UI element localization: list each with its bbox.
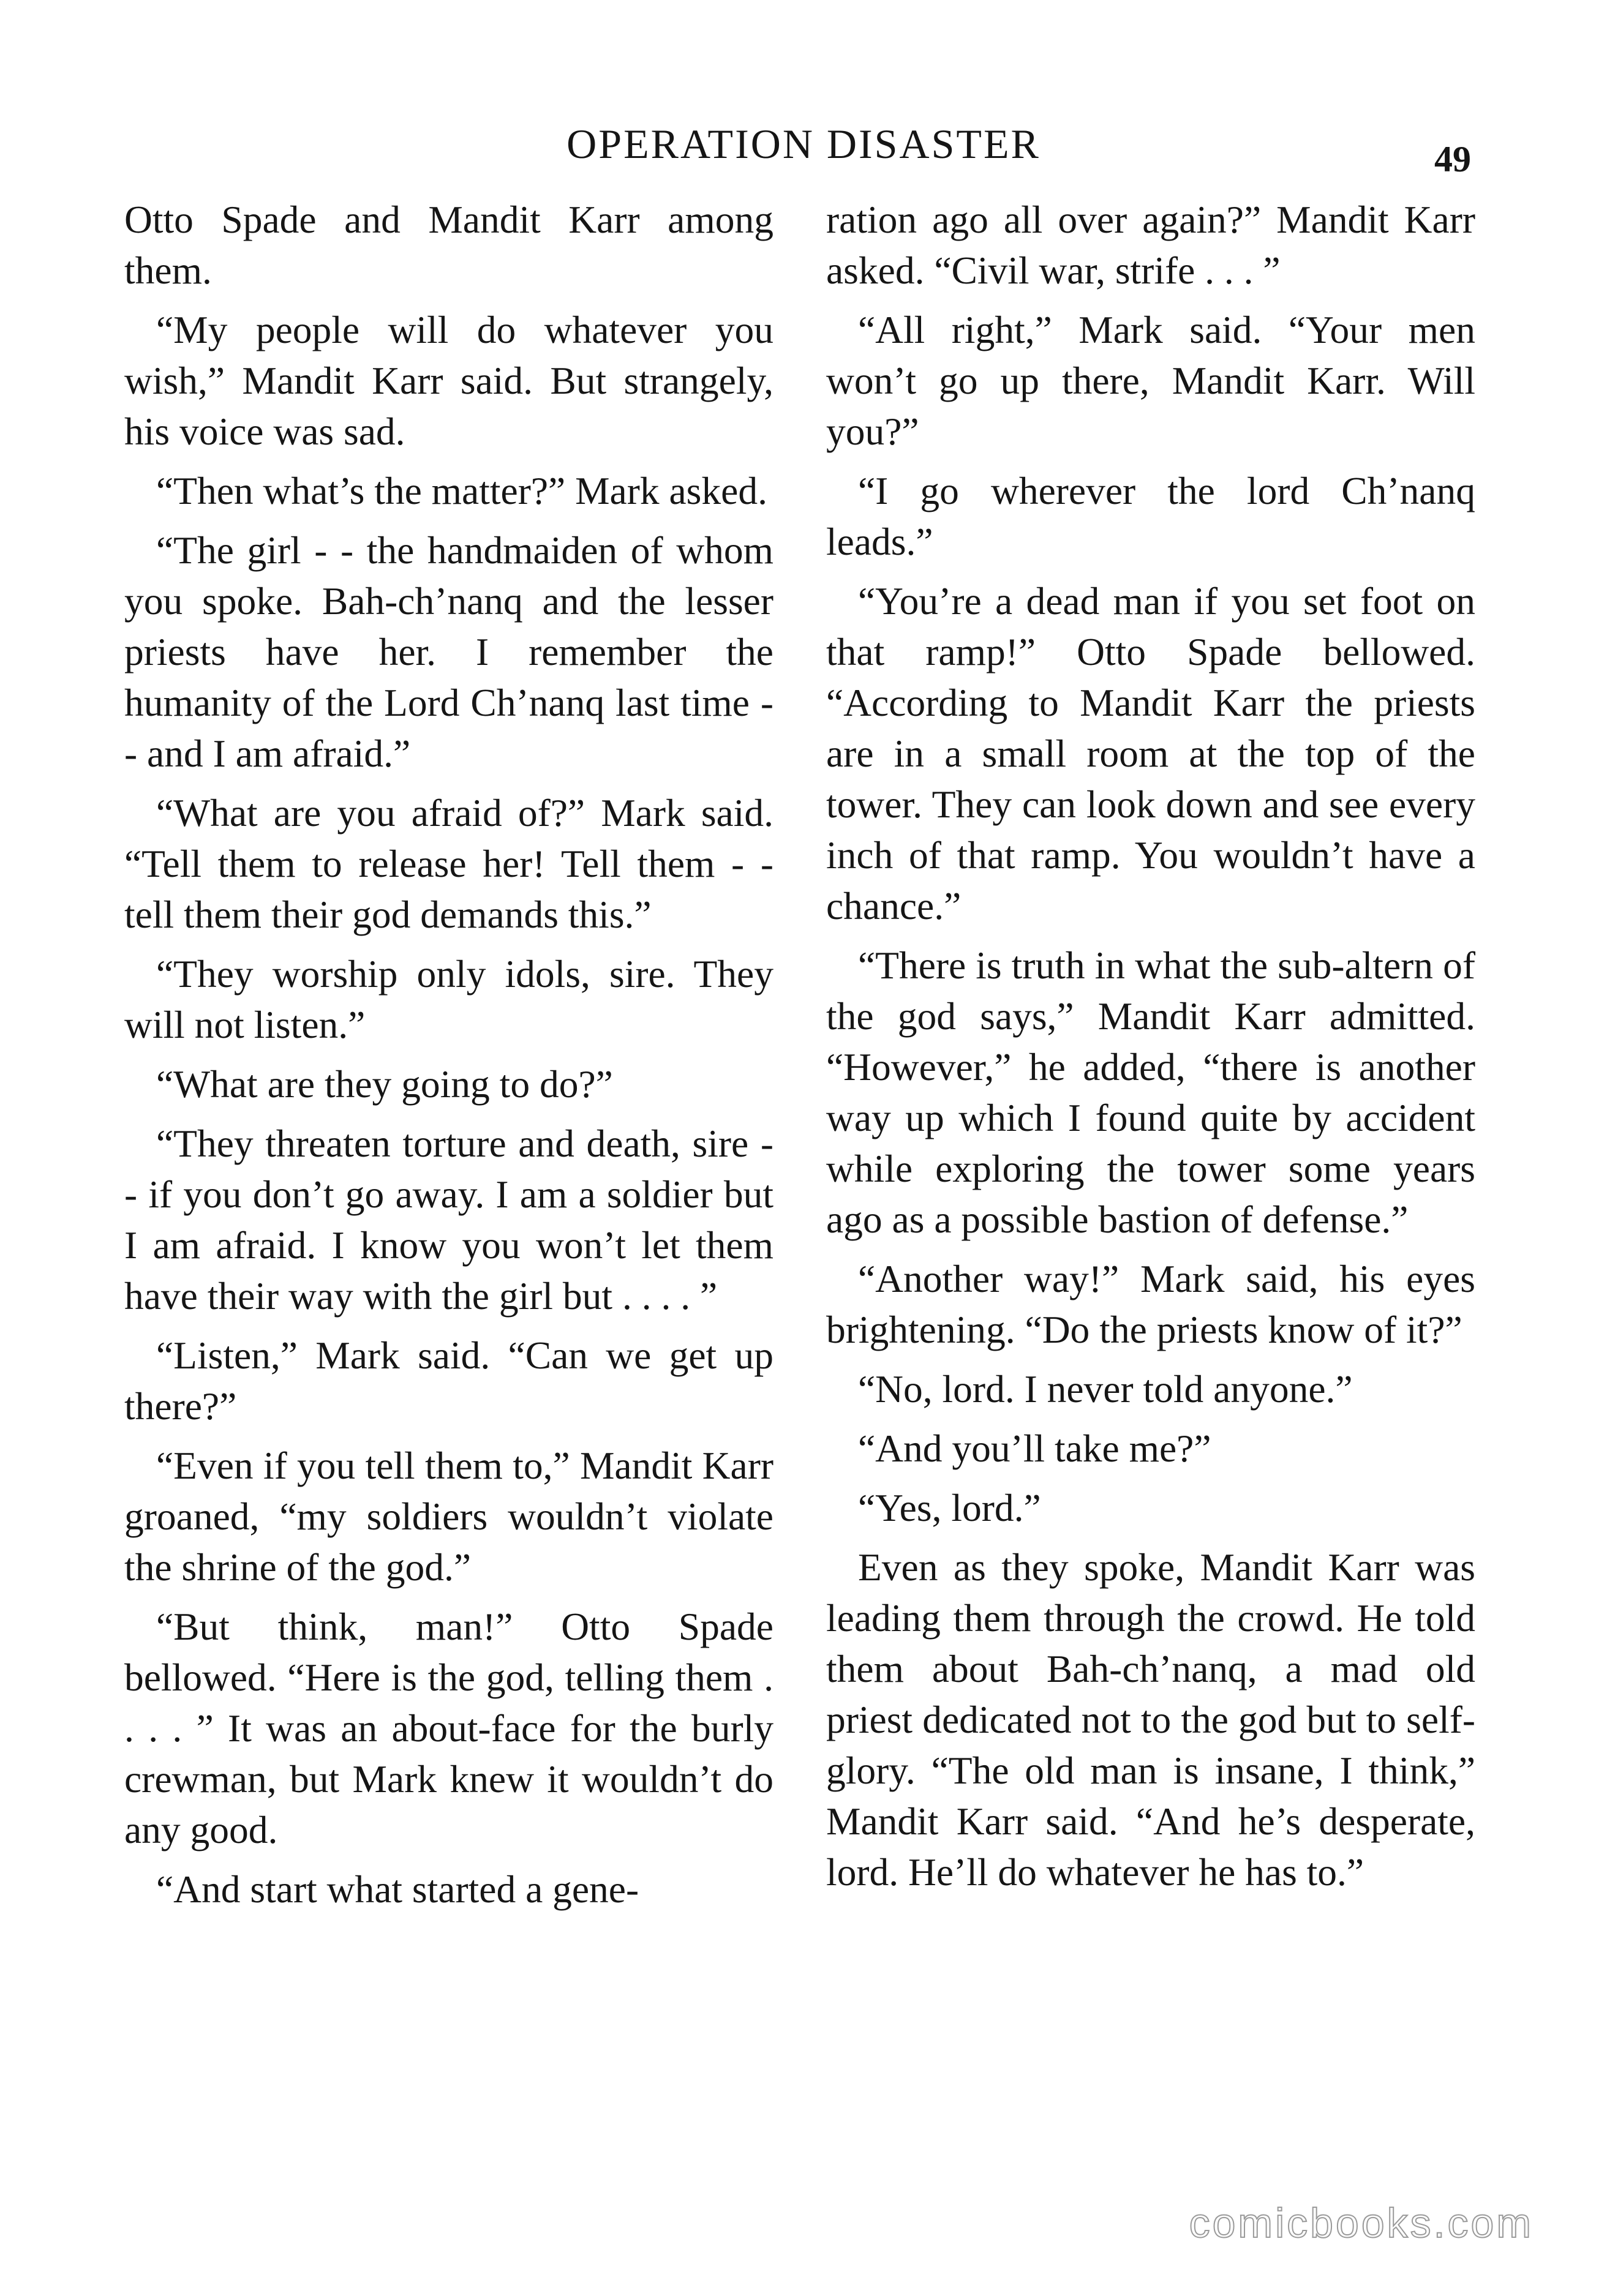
paragraph: “What are they going to do?” [156, 1062, 613, 1106]
paragraph: “What are you afraid of?” Mark said. “Tell them to release her! Tell them - - tell them their god demands this.” [124, 791, 773, 936]
running-title: OPERATION DISASTER [566, 121, 1041, 167]
paragraph: “And start what started a gene- [156, 1867, 639, 1911]
right-column [826, 194, 1475, 1906]
watermark-logo: comicbooks.com [1189, 2200, 1534, 2246]
paragraph: “Even if you tell them to,” Mandit Karr groaned, “my soldiers wouldn’t violate the shrine of the god.” [124, 1444, 773, 1589]
paragraph: “The girl - - the handmaiden of whom you spoke. Bah-ch’nanq and the lesser priests have her. I remember the humanity of the Lord Ch’nanq last time - - and I am afraid.” [124, 528, 773, 775]
paragraph: Even as they spoke, Mandit Karr was leading them through the crowd. He told them about Bah-ch’nanq, a mad old priest dedicated not to the god but to self-glory. “The old man is insane, I think,” Mandit Karr said. “And he’s desperate, lord. He’ll do whatever he has to.” [826, 1545, 1475, 1894]
paragraph: “No, lord. I never told anyone.” [858, 1367, 1353, 1411]
left-column [124, 194, 773, 1923]
page-number: 49 [1434, 139, 1471, 179]
paragraph: “They threaten torture and death, sire - - if you don’t go away. I am a soldier but I am afraid. I know you won’t let them have their way with the girl but . . . . ” [124, 1122, 773, 1318]
paragraph: “They worship only idols, sire. They will not listen.” [124, 952, 773, 1046]
paragraph: “You’re a dead man if you set foot on that ramp!” Otto Spade bellowed. “According to Mandit Karr the priests are in a small room at the top of the tower. They can look down and see every inch of that ramp. You wouldn’t have a chance.” [826, 579, 1475, 928]
paragraph: ration ago all over again?” Mandit Karr asked. “Civil war, strife . . . ” [826, 198, 1475, 292]
paragraph: “I go wherever the lord Ch’nanq leads.” [826, 469, 1475, 563]
paragraph: Otto Spade and Mandit Karr among them. [124, 198, 773, 292]
paragraph: “Another way!” Mark said, his eyes brightening. “Do the priests know of it?” [826, 1257, 1475, 1351]
paragraph: “My people will do whatever you wish,” Mandit Karr said. But strangely, his voice was sad. [124, 308, 773, 453]
paragraph: “But think, man!” Otto Spade bellowed. “Here is the god, telling them . . . . ” It was an about-face for the burly crewman, but Mark knew it wouldn’t do any good. [124, 1605, 773, 1851]
paragraph: “Listen,” Mark said. “Can we get up there?” [124, 1334, 773, 1428]
paragraph: “There is truth in what the sub-altern of the god says,” Mandit Karr admitted. “However,” he added, “there is another way up which I found quite by accident while exploring the tower some years ago as a possible bastion of defense.” [826, 944, 1475, 1241]
paragraph: “All right,” Mark said. “Your men won’t go up there, Mandit Karr. Will you?” [826, 308, 1475, 453]
paragraph: “Yes, lord.” [858, 1486, 1041, 1529]
paragraph: “And you’ll take me?” [858, 1427, 1211, 1470]
paragraph: “Then what’s the matter?” Mark asked. [156, 469, 767, 512]
